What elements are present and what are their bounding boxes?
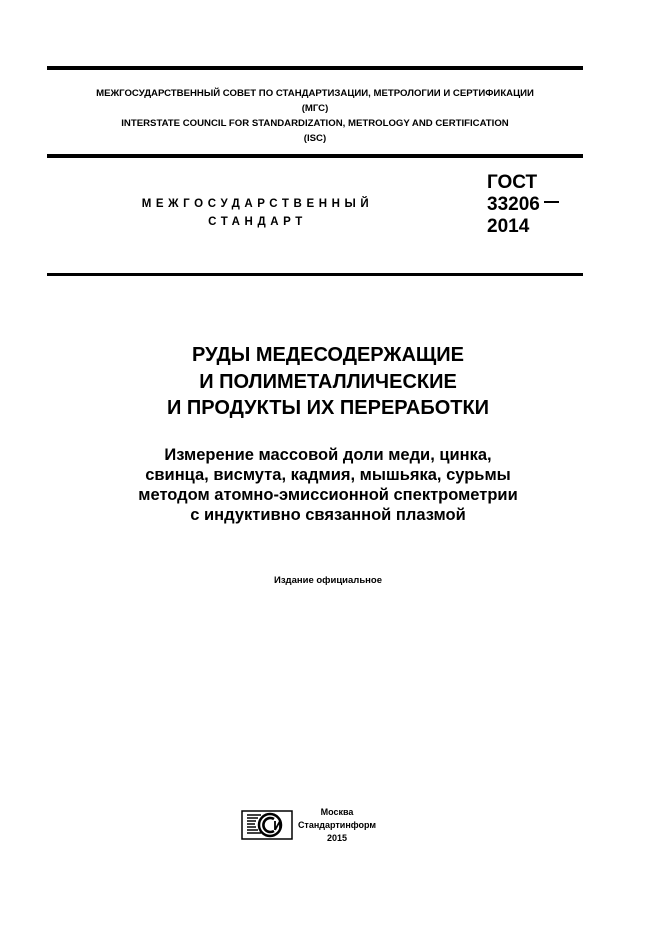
publisher-year: 2015 — [326, 833, 348, 843]
standard-line: СТАНДАРТ — [208, 216, 307, 228]
subtitle-line-3: методом атомно-эмиссионной спектрометрии — [138, 486, 518, 504]
title-line-3: И ПРОДУКТЫ ИХ ПЕРЕРАБОТКИ — [166, 397, 490, 419]
gost-designation — [487, 172, 540, 238]
interstate-standard-label — [120, 195, 395, 231]
publisher-city: Москва — [320, 807, 354, 817]
gost-dash — [544, 201, 559, 203]
standartinform-logo-icon — [241, 810, 293, 840]
document-title — [60, 342, 596, 422]
gost-label: ГОСТ — [487, 172, 538, 193]
council-ru-abbr: (МГС) — [301, 103, 329, 114]
council-header — [47, 86, 583, 146]
council-ru-name: МЕЖГОСУДАРСТВЕННЫЙ СОВЕТ ПО СТАНДАРТИЗАЦИИ, МЕТРОЛОГИИ И СЕРТИФИКАЦИИ — [96, 88, 534, 99]
council-en-name: INTERSTATE COUNCIL FOR STANDARDIZATION, METROLOGY AND CERTIFICATION — [121, 118, 509, 129]
gost-number-wrap — [487, 194, 540, 216]
gost-year: 2014 — [487, 216, 530, 237]
interstate-line: МЕЖГОСУДАРСТВЕННЫЙ — [141, 198, 374, 210]
publisher-block — [296, 806, 378, 845]
middle-rule — [47, 154, 583, 158]
subtitle-line-4: с индуктивно связанной плазмой — [190, 506, 466, 524]
title-line-2: И ПОЛИМЕТАЛЛИЧЕСКИЕ — [199, 370, 457, 393]
gost-number: 33206 — [487, 194, 540, 215]
document-subtitle — [60, 445, 596, 525]
subtitle-line-2: свинца, висмута, кадмия, мышьяка, сурьмы — [145, 466, 511, 484]
lower-rule — [47, 273, 583, 276]
title-line-1: РУДЫ МЕДЕСОДЕРЖАЩИЕ — [192, 344, 464, 366]
official-edition-label: Издание официальное — [274, 575, 382, 586]
publisher-name: Стандартинформ — [297, 820, 377, 830]
subtitle-line-1: Измерение массовой доли меди, цинка, — [164, 446, 492, 464]
top-rule — [47, 66, 583, 70]
council-en-abbr: (ISC) — [303, 133, 327, 144]
